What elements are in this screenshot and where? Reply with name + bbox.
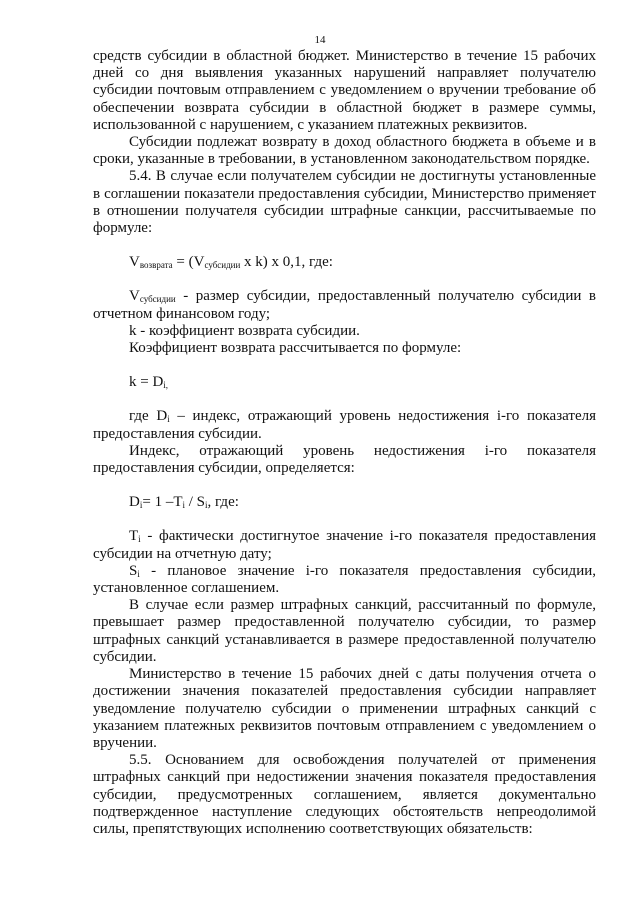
page-number: 14 [314,34,326,46]
formula-index: $D_i= 1$ $-T_i / S_i$, где: [129,494,239,511]
definition-s: $S_i$ - плановое значение i-го показателя предоставления субсидии, установленное соглашением. [93,562,596,597]
formula-coefficient: $k = D_{i,}$ [129,374,169,391]
definition-v-subsidy: $V_{субсидии}$ - размер субсидии, предоставленный получателю субсидии в отчетном финансовом году; [93,288,596,322]
document-body [93,48,596,838]
paragraph-return-deadline: Субсидии подлежат возврату в доход областного бюджета в объеме и в сроки, указанные в требовании, в установленном законодательством порядке. [93,134,596,168]
paragraph-5-5: 5.5. Основанием для освобождения получателей от применения штрафных санкций при недостижении значения показателя предоставления субсидии, предусмотренных соглашением, является документально подтвержденное наступление следующих обстоятельств непреодолимой силы, препятствующих исполнению соответствующих обязательств: [93,752,596,837]
definition-d-index: где $D_i$ – индекс, отражающий уровень недостижения i-го показателя предоставления субсидии. [93,408,596,442]
paragraph-index-definition: Индекс, отражающий уровень недостижения i-го показателя предоставления субсидии, определяется: [93,442,596,477]
paragraph-coefficient-formula-intro: Коэффициент возврата рассчитывается по формуле: [129,340,462,357]
definition-k: k - коэффициент возврата субсидии. [129,322,360,339]
paragraph-5-4: 5.4. В случае если получателем субсидии не достигнуты установленные в соглашении показатели предоставления субсидии, Министерство применяет в отношении получателя субсидии штрафные санкции, рассчитываемые по формуле: [93,168,596,237]
definition-t: $T_i$ - фактически достигнутое значение i-го показателя предоставления субсидии на отчетную дату; [93,528,596,562]
formula-return-amount: $V_{возврата} = (V_{субсидии}$ x k) x 0,1, где: [129,254,333,271]
paragraph-return-requirement: средств субсидии в областной бюджет. Министерство в течение 15 рабочих дней со дня выявления указанных нарушений направляет получателю субсидии почтовым отправлением с уведомлением о вручении требование об обеспечении возврата субсидии в областной бюджет в размере суммы, использованной с нарушением, с указанием платежных реквизитов. [93,48,596,133]
paragraph-ministry-notice: Министерство в течение 15 рабочих дней с даты получения отчета о достижении значения показателей предоставления субсидии направляет уведомление получателю субсидии о применении штрафных санкций с указанием платежных реквизитов почтовым отправлением с уведомлением о вручении. [93,666,596,751]
paragraph-penalty-cap: В случае если размер штрафных санкций, рассчитанный по формуле, превышает размер предоставленной получателю субсидии, то размер штрафных санкций устанавливается в размере предоставленной получателю субсидии. [93,597,596,665]
